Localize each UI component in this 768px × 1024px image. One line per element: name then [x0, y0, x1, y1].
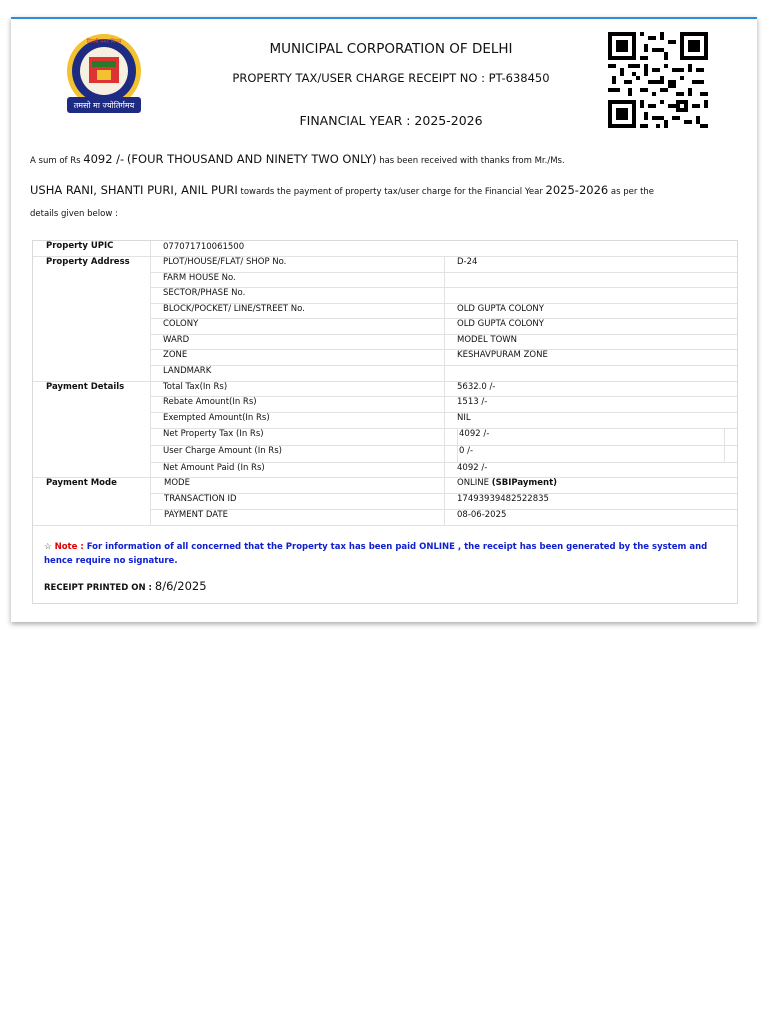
address-row-value: KESHAVPURAM ZONE: [457, 350, 548, 360]
payment-row-label: Net Property Tax (In Rs): [163, 429, 264, 439]
financial-year: FINANCIAL YEAR : 2025-2026: [299, 113, 483, 128]
address-row-label: FARM HOUSE No.: [163, 273, 236, 283]
payment-row-value: 5632.0 /-: [457, 382, 496, 392]
org-title: MUNICIPAL CORPORATION OF DELHI: [269, 41, 513, 57]
amount: 4092 /-: [83, 152, 125, 166]
mode-row-value: 17493939482522835: [457, 494, 549, 504]
details-below: details given below :: [30, 209, 118, 219]
mode-row-label: PAYMENT DATE: [164, 510, 228, 520]
logo-text-top: दिल्ली नगर निगम: [86, 39, 122, 45]
address-row-label: COLONY: [163, 319, 199, 329]
details-table: [32, 240, 738, 604]
payment-row-label: Net Amount Paid (In Rs): [163, 463, 265, 473]
address-row-value: MODEL TOWN: [457, 335, 518, 345]
payment-row-value: 0 /-: [459, 446, 474, 456]
printed-date: 8/6/2025: [154, 579, 207, 593]
note-prefix: Note :: [54, 542, 84, 552]
upic-value: 077071710061500: [163, 242, 245, 252]
address-row-value: OLD GUPTA COLONY: [457, 304, 544, 314]
upic-label: Property UPIC: [46, 241, 114, 251]
payment-mode-label: Payment Mode: [46, 478, 117, 488]
address-row-label: ZONE: [163, 350, 188, 360]
printed-on: RECEIPT PRINTED ON : 8/6/2025: [44, 579, 207, 593]
mode-row-value: 08-06-2025: [457, 510, 507, 520]
note-text: For information of all concerned that the Property tax has been paid ONLINE , the receipt has been generated by the system and hence require no signature.: [44, 542, 708, 566]
payment-row-label: Rebate Amount(In Rs): [163, 397, 257, 407]
logo-motto: तमसो मा ज्योतिर्गमय: [73, 101, 135, 110]
mode-row-value: ONLINE (SBIPayment): [457, 478, 558, 488]
system-note: [44, 540, 724, 568]
sum-line: A sum of Rs 4092 /- (FOUR THOUSAND AND NINETY TWO ONLY) has been received with thanks from Mr./Ms.: [30, 152, 565, 166]
mode-gateway: (SBIPayment): [491, 478, 558, 488]
payment-row-label: User Charge Amount (In Rs): [163, 446, 282, 456]
address-row-label: LANDMARK: [163, 366, 212, 376]
amount-words: FOUR THOUSAND AND NINETY TWO ONLY: [131, 152, 372, 166]
payment-details-label: Payment Details: [46, 382, 125, 392]
address-row-label: PLOT/HOUSE/FLAT/ SHOP No.: [163, 257, 287, 267]
receipt-card: [11, 17, 757, 622]
payer-names: USHA RANI, SHANTI PURI, ANIL PURI: [30, 183, 238, 197]
payment-row-value: 1513 /-: [457, 397, 488, 407]
mcd-logo: [59, 33, 149, 119]
payment-row-value: 4092 /-: [459, 429, 490, 439]
payment-row-value: NIL: [457, 413, 471, 423]
payment-row-label: Total Tax(In Rs): [163, 382, 228, 392]
receipt-title: PROPERTY TAX/USER CHARGE RECEIPT NO : PT-638450: [232, 71, 550, 85]
mode-row-label: MODE: [164, 478, 190, 488]
address-row-label: WARD: [163, 335, 190, 345]
address-row-label: BLOCK/POCKET/ LINE/STREET No.: [163, 304, 305, 314]
star-icon: ☆: [44, 542, 52, 552]
address-row-value: D-24: [457, 257, 478, 267]
address-row-label: SECTOR/PHASE No.: [163, 288, 246, 298]
payment-row-value: 4092 /-: [457, 463, 488, 473]
payment-row-label: Exempted Amount(In Rs): [163, 413, 270, 423]
mode-row-label: TRANSACTION ID: [164, 494, 237, 504]
qr-code: [608, 32, 708, 128]
address-row-value: OLD GUPTA COLONY: [457, 319, 544, 329]
payer-line: USHA RANI, SHANTI PURI, ANIL PURI towards the payment of property tax/user charge for the Financial Year 2025-2026 as per the: [30, 183, 655, 197]
address-label: Property Address: [46, 257, 130, 267]
fy-value: 2025-2026: [545, 183, 609, 197]
